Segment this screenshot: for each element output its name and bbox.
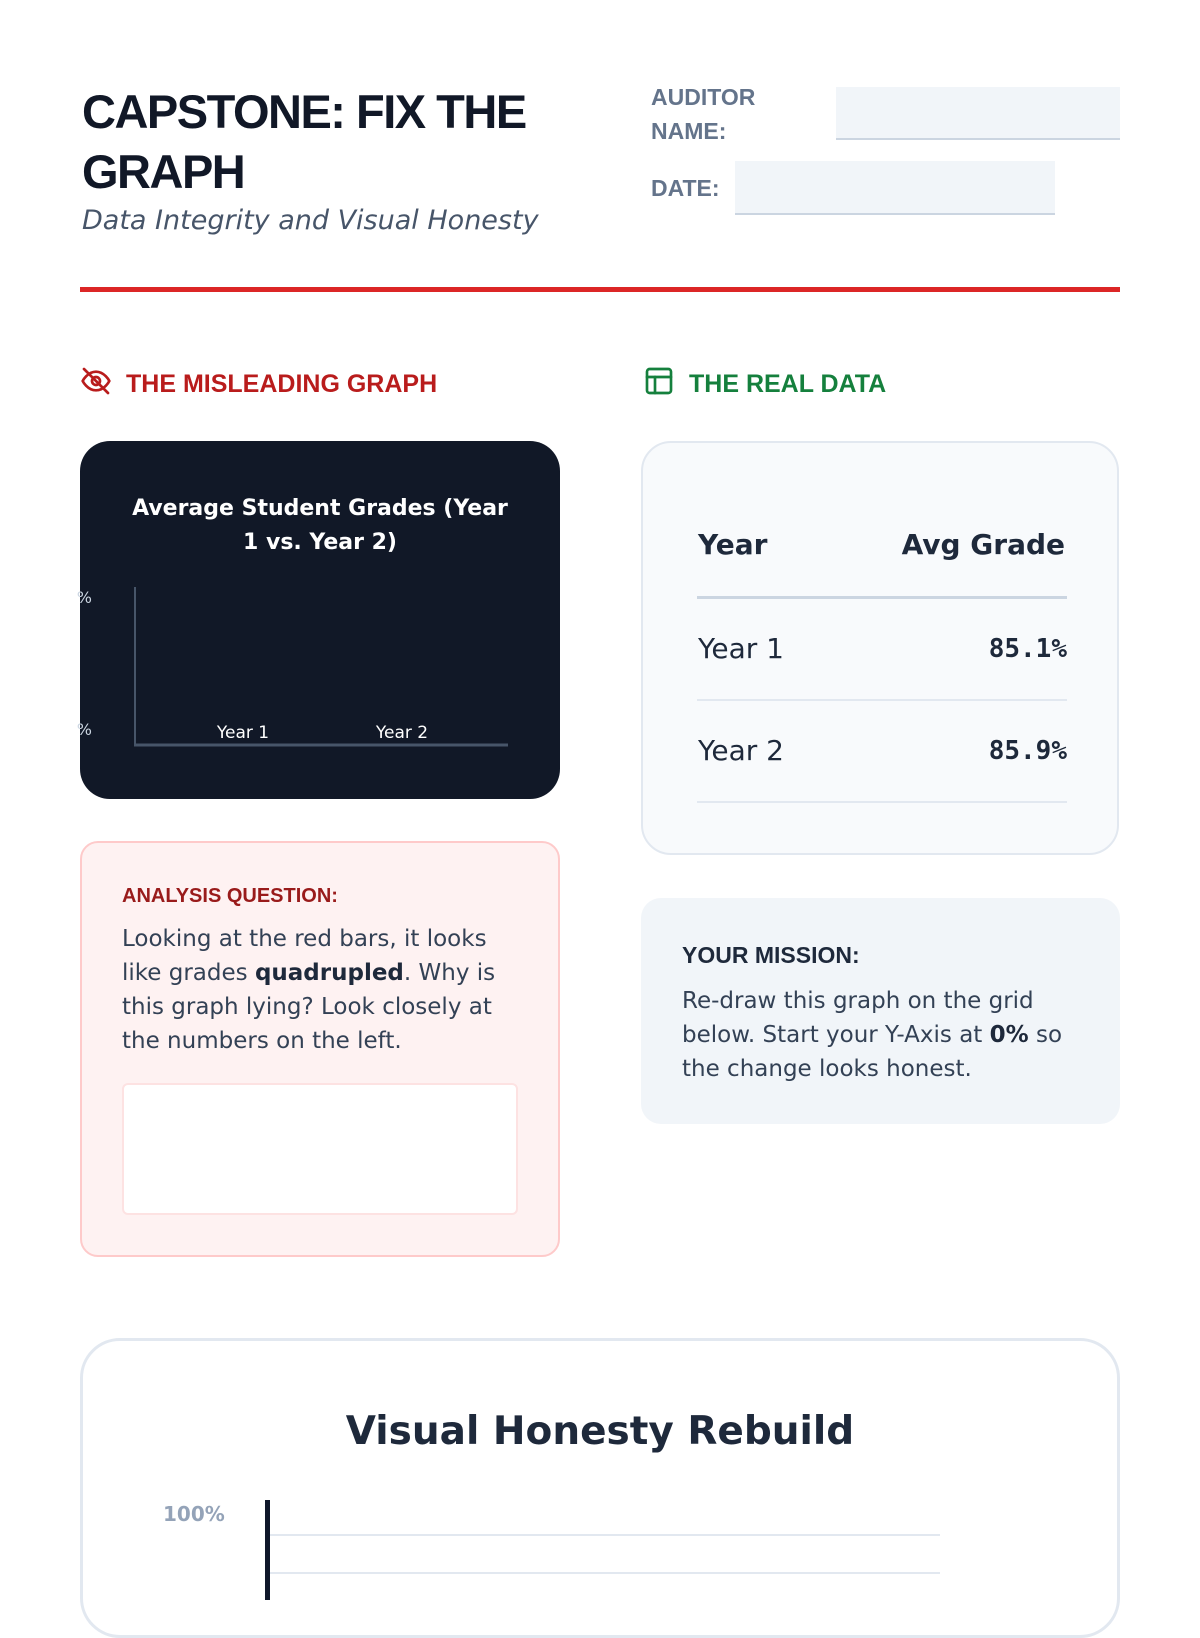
date-field[interactable] <box>735 161 1055 215</box>
table-icon <box>643 365 675 404</box>
analysis-question-label: ANALYSIS QUESTION: <box>122 885 338 907</box>
y-tick-label: % <box>76 588 92 607</box>
analysis-question-text: Looking at the red bars, it looks like grades quadrupled. Why is this graph lying? Look closely at the numbers on the left. <box>122 926 496 1054</box>
misleading-chart-title: Average Student Grades (Year 1 vs. Year 2) <box>132 496 508 555</box>
table-header-year: Year <box>698 528 768 561</box>
analysis-answer-field[interactable] <box>122 1083 518 1215</box>
misleading-section-title: THE MISLEADING GRAPH <box>126 370 438 398</box>
auditor-name-field[interactable] <box>836 87 1120 140</box>
page-subtitle: Data Integrity and Visual Honesty <box>82 205 539 236</box>
table-cell-grade: 85.1% <box>988 634 1067 664</box>
x-tick-label: Year 2 <box>375 723 429 743</box>
table-header-grade: Avg Grade <box>901 528 1065 561</box>
rebuild-y-tick-label: 100% <box>163 1502 225 1526</box>
table-row-divider <box>697 801 1067 803</box>
misleading-section-header <box>80 365 437 404</box>
y-tick-label: % <box>76 720 92 739</box>
rebuild-grid[interactable] <box>260 1498 940 1600</box>
table-cell-year: Year 1 <box>698 632 784 665</box>
page-title: CAPSTONE: FIX THE GRAPH <box>82 85 526 198</box>
mission-text: Re-draw this graph on the grid below. Start your Y-Axis at 0% so the change looks honest. <box>682 988 1063 1082</box>
real-data-section-title: THE REAL DATA <box>689 370 887 398</box>
date-label: DATE: <box>651 175 720 201</box>
eye-off-icon <box>80 365 112 404</box>
header-divider <box>80 287 1120 292</box>
table-cell-year: Year 2 <box>698 734 784 767</box>
rebuild-y-axis <box>265 1500 270 1600</box>
rebuild-chart-title: Visual Honesty Rebuild <box>345 1409 855 1454</box>
table-header-divider <box>697 596 1067 599</box>
real-data-section-header <box>643 365 886 404</box>
table-cell-grade: 85.9% <box>988 736 1067 766</box>
x-tick-label: Year 1 <box>216 723 270 743</box>
mission-label: YOUR MISSION: <box>682 942 860 968</box>
auditor-name-label: AUDITOR NAME: <box>651 84 756 144</box>
table-row-divider <box>697 699 1067 701</box>
